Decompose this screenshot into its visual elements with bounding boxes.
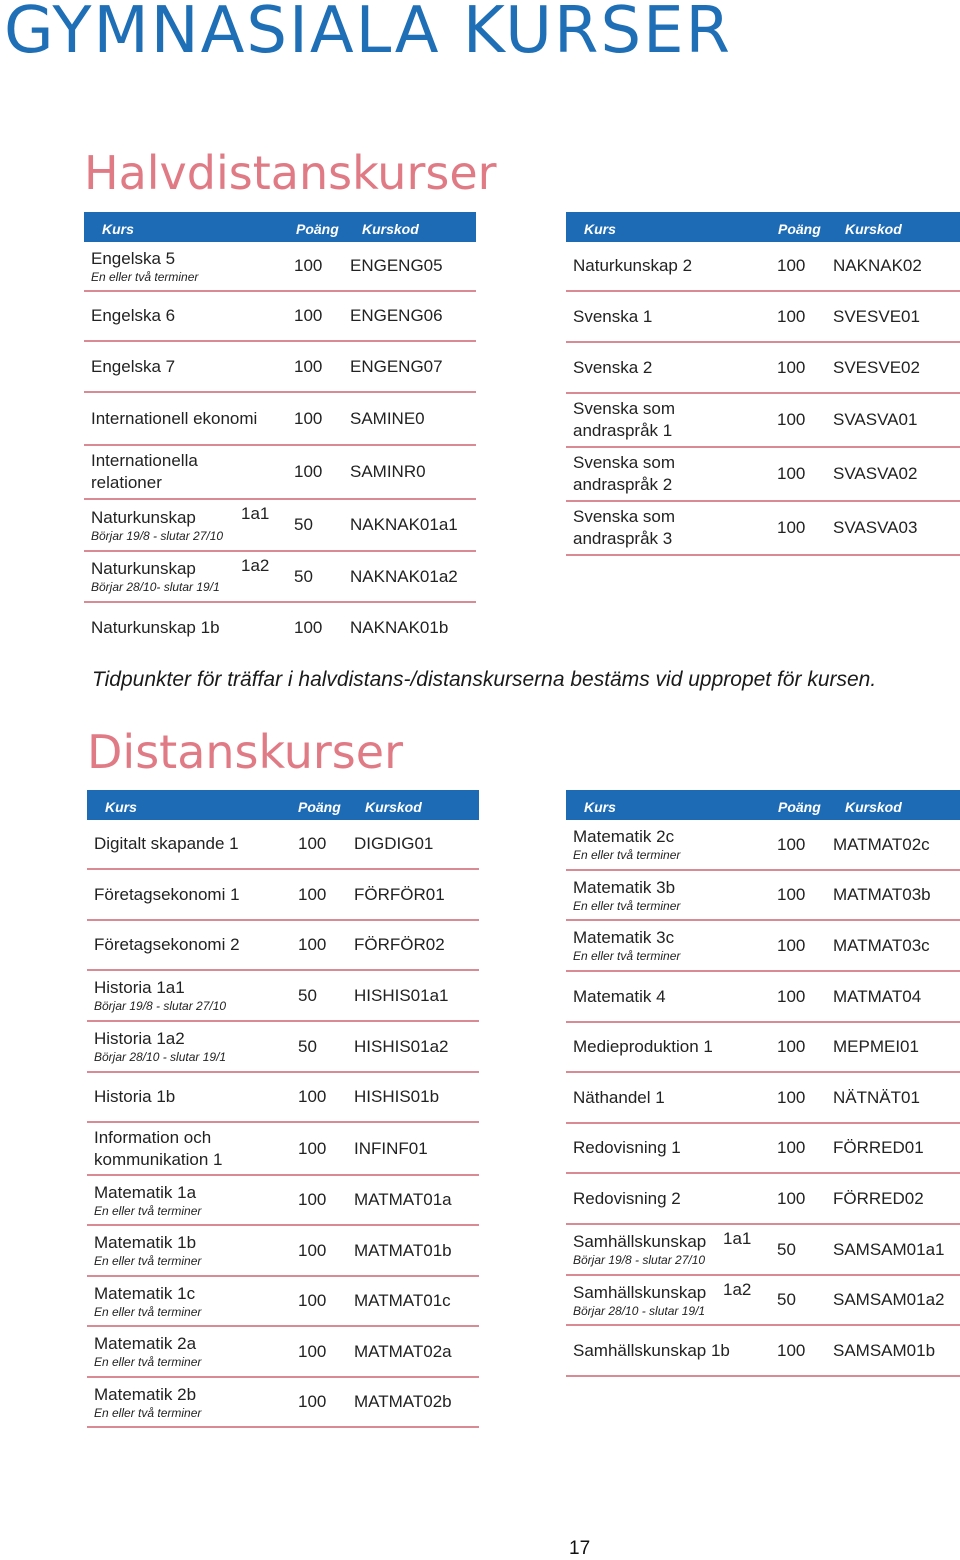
halfdistance-section-title: Halvdistanskurser bbox=[84, 146, 497, 200]
course-name: Företagsekonomi 2 bbox=[94, 935, 240, 954]
table-row bbox=[87, 1022, 479, 1073]
course-code: MATMAT04 bbox=[833, 986, 922, 1006]
course-points: 100 bbox=[298, 1190, 327, 1209]
course-name: Matematik 1c bbox=[94, 1283, 196, 1303]
course-duration: En eller två terminer bbox=[573, 848, 681, 862]
course-points: 100 bbox=[777, 1138, 806, 1157]
course-name-cell bbox=[94, 971, 226, 1020]
course-name: Matematik 2a bbox=[94, 1334, 197, 1353]
table-row bbox=[566, 242, 960, 292]
course-code: MATMAT01c bbox=[354, 1291, 451, 1310]
course-name-cell bbox=[573, 921, 680, 970]
course-name-cell bbox=[573, 343, 652, 392]
course-name-cell bbox=[94, 1022, 226, 1071]
course-name-cell bbox=[573, 242, 692, 290]
table-header bbox=[84, 212, 476, 242]
table-row bbox=[87, 1073, 479, 1123]
page-title: GYMNASIALA KURSER bbox=[4, 0, 732, 68]
course-code: MATMAT02a bbox=[354, 1341, 452, 1361]
course-name: Engelska 7 bbox=[91, 356, 176, 376]
course-points: 100 bbox=[777, 1188, 806, 1208]
course-name-cell bbox=[94, 1123, 244, 1174]
course-code: SAMSAM01b bbox=[833, 1340, 936, 1360]
distance-table-right bbox=[566, 790, 960, 1377]
course-duration: Börjar 28/10 - slutar 19/1 bbox=[94, 1050, 227, 1064]
course-name-cell bbox=[91, 393, 257, 444]
course-code: HISHIS01b bbox=[354, 1087, 440, 1106]
table-row bbox=[566, 1124, 960, 1174]
course-duration: En eller två terminer bbox=[94, 1254, 202, 1268]
course-name: Naturkunskap 2 bbox=[573, 256, 693, 275]
table-row bbox=[566, 448, 960, 502]
course-points: 50 bbox=[777, 1239, 796, 1259]
course-name: Matematik 3b bbox=[573, 877, 676, 897]
course-points: 50 bbox=[298, 985, 317, 1005]
table-row bbox=[566, 1276, 960, 1326]
table-row bbox=[566, 1023, 960, 1073]
course-points: 100 bbox=[294, 356, 323, 376]
course-points: 100 bbox=[777, 935, 806, 955]
course-points: 100 bbox=[298, 1291, 327, 1310]
table-header bbox=[87, 790, 479, 820]
course-name: Internationella relationer bbox=[91, 451, 198, 492]
table-row bbox=[87, 1327, 479, 1378]
course-points: 100 bbox=[298, 1087, 327, 1106]
course-duration: En eller två terminer bbox=[573, 898, 681, 913]
course-code: SAMSAM01a1 bbox=[833, 1239, 945, 1259]
table-row bbox=[87, 971, 479, 1022]
course-code: SAMINE0 bbox=[350, 408, 425, 428]
course-duration: Börjar 19/8 - slutar 27/10 bbox=[94, 999, 227, 1013]
course-name-cell bbox=[573, 972, 666, 1021]
course-level: 1a1 bbox=[241, 504, 270, 523]
course-name-cell bbox=[94, 1226, 201, 1275]
course-name-cell bbox=[573, 1124, 681, 1172]
course-name: Engelska 6 bbox=[91, 306, 176, 325]
table-row bbox=[566, 1073, 960, 1124]
course-name-cell bbox=[91, 500, 223, 550]
course-points: 100 bbox=[298, 1392, 327, 1411]
course-name-cell bbox=[573, 871, 680, 919]
course-name-cell bbox=[573, 1023, 713, 1071]
header-course: Kurs bbox=[105, 799, 137, 815]
course-duration: En eller två terminer bbox=[94, 1304, 202, 1319]
table-row bbox=[566, 921, 960, 972]
course-name: Matematik 3c bbox=[573, 928, 675, 947]
course-name: Naturkunskap bbox=[91, 559, 196, 578]
course-name: Samhällskunskap bbox=[573, 1232, 707, 1251]
header-course: Kurs bbox=[584, 799, 616, 815]
table-row bbox=[87, 1226, 479, 1277]
course-name: Historia 1b bbox=[94, 1087, 176, 1106]
course-name-cell bbox=[91, 552, 220, 601]
course-code: ENGENG05 bbox=[350, 256, 443, 275]
course-code: NAKNAK01a1 bbox=[350, 515, 458, 534]
course-points: 100 bbox=[777, 306, 806, 326]
table-row bbox=[84, 242, 476, 292]
meeting-times-note: Tidpunkter för träffar i halvdistans-/distanskurserna bestäms vid uppropet för kursen. bbox=[92, 668, 877, 691]
table-row bbox=[566, 343, 960, 394]
course-code: ENGENG07 bbox=[350, 356, 443, 376]
course-duration: Börjar 28/10- slutar 19/1 bbox=[91, 580, 220, 594]
table-row bbox=[87, 1123, 479, 1176]
course-name: Redovisning 1 bbox=[573, 1138, 681, 1157]
course-duration: En eller två terminer bbox=[91, 269, 199, 284]
halfdistance-table-right bbox=[566, 212, 960, 556]
course-points: 100 bbox=[777, 1037, 806, 1056]
table-row bbox=[566, 871, 960, 921]
course-name-cell bbox=[94, 870, 240, 919]
course-code: SVASVA03 bbox=[833, 518, 918, 537]
table-row bbox=[87, 820, 479, 870]
course-name: Samhällskunskap bbox=[573, 1282, 707, 1302]
course-name: Naturkunskap bbox=[91, 507, 196, 527]
course-code: MATMAT02b bbox=[354, 1392, 452, 1411]
table-header bbox=[566, 212, 960, 242]
header-points: Poäng bbox=[298, 799, 341, 815]
course-code: SVASVA01 bbox=[833, 410, 918, 429]
course-duration: En eller två terminer bbox=[94, 1405, 202, 1420]
table-row bbox=[84, 446, 476, 500]
course-name: Svenska som andraspråk 2 bbox=[573, 453, 676, 494]
course-name: Digitalt skapande 1 bbox=[94, 834, 239, 853]
course-points: 100 bbox=[298, 834, 327, 853]
course-code: MATMAT01a bbox=[354, 1190, 452, 1209]
course-name: Matematik 2b bbox=[94, 1384, 197, 1404]
course-points: 100 bbox=[294, 306, 323, 325]
course-name-cell bbox=[91, 342, 175, 391]
course-code: SAMSAM01a2 bbox=[833, 1290, 945, 1309]
course-name-cell bbox=[94, 1176, 201, 1224]
table-header bbox=[566, 790, 960, 820]
table-row bbox=[566, 1326, 960, 1377]
course-points: 100 bbox=[777, 1087, 806, 1107]
table-row bbox=[87, 1277, 479, 1327]
course-name: Information och kommunikation 1 bbox=[94, 1127, 223, 1169]
course-level: 1a2 bbox=[241, 556, 270, 575]
course-code: SVESVE01 bbox=[833, 306, 920, 326]
course-name: Samhällskunskap 1b bbox=[573, 1340, 730, 1360]
course-points: 100 bbox=[294, 462, 323, 481]
page-number: 17 bbox=[569, 1538, 591, 1559]
table-row bbox=[566, 502, 960, 556]
distance-table-left bbox=[87, 790, 479, 1428]
course-name: Engelska 5 bbox=[91, 248, 176, 268]
course-level: 1a2 bbox=[723, 1280, 752, 1299]
table-row bbox=[566, 972, 960, 1023]
course-name-cell bbox=[94, 1073, 175, 1121]
course-points: 50 bbox=[294, 515, 313, 534]
course-code: HISHIS01a2 bbox=[354, 1036, 449, 1056]
course-points: 100 bbox=[298, 884, 327, 904]
course-points: 50 bbox=[777, 1290, 796, 1309]
course-duration: En eller två terminer bbox=[573, 949, 681, 963]
course-level: 1a1 bbox=[723, 1229, 752, 1248]
course-points: 50 bbox=[298, 1036, 317, 1056]
course-name-cell bbox=[573, 1174, 681, 1223]
course-name: Företagsekonomi 1 bbox=[94, 884, 240, 904]
course-code: FÖRFÖR01 bbox=[354, 884, 445, 904]
course-name-cell bbox=[573, 820, 680, 869]
table-row bbox=[84, 552, 476, 603]
course-points: 100 bbox=[298, 935, 327, 954]
course-name-cell bbox=[91, 446, 241, 498]
course-name-cell bbox=[94, 820, 239, 868]
header-course: Kurs bbox=[102, 221, 134, 237]
header-code: Kurskod bbox=[845, 221, 902, 237]
course-points: 100 bbox=[777, 986, 806, 1006]
course-code: MATMAT03c bbox=[833, 935, 930, 955]
course-code: MATMAT01b bbox=[354, 1240, 452, 1260]
course-points: 100 bbox=[777, 518, 806, 537]
course-code: MATMAT03b bbox=[833, 885, 931, 904]
course-name: Näthandel 1 bbox=[573, 1087, 665, 1107]
course-code: SVESVE02 bbox=[833, 357, 920, 377]
course-name: Medieproduktion 1 bbox=[573, 1037, 713, 1056]
header-course: Kurs bbox=[584, 221, 616, 237]
course-code: NÄTNÄT01 bbox=[833, 1087, 920, 1107]
course-code: INFINF01 bbox=[354, 1138, 428, 1158]
course-name: Historia 1a1 bbox=[94, 978, 185, 997]
course-name-cell bbox=[573, 502, 723, 554]
course-points: 100 bbox=[777, 256, 806, 275]
course-name-cell bbox=[94, 921, 240, 969]
header-points: Poäng bbox=[778, 221, 821, 237]
course-name: Naturkunskap 1b bbox=[91, 617, 220, 637]
course-duration: En eller två terminer bbox=[94, 1355, 202, 1369]
distance-section-title: Distanskurser bbox=[87, 725, 403, 779]
course-code: NAKNAK01b bbox=[350, 617, 449, 637]
table-row bbox=[566, 1174, 960, 1225]
course-code: FÖRRED02 bbox=[833, 1188, 924, 1208]
course-points: 100 bbox=[298, 1138, 327, 1158]
table-row bbox=[566, 1225, 960, 1276]
table-row bbox=[84, 342, 476, 393]
course-name-cell bbox=[91, 242, 198, 290]
course-name-cell bbox=[573, 448, 723, 500]
course-name-cell bbox=[573, 1225, 706, 1274]
course-code: ENGENG06 bbox=[350, 306, 443, 325]
course-name: Matematik 4 bbox=[573, 986, 666, 1006]
course-code: NAKNAK01a2 bbox=[350, 566, 458, 586]
course-points: 100 bbox=[298, 1341, 327, 1361]
course-name-cell bbox=[91, 292, 175, 340]
header-code: Kurskod bbox=[365, 799, 422, 815]
table-row bbox=[84, 500, 476, 552]
table-row bbox=[87, 1176, 479, 1226]
course-name: Internationell ekonomi bbox=[91, 408, 258, 428]
course-points: 100 bbox=[777, 357, 806, 377]
course-code: SAMINR0 bbox=[350, 462, 426, 481]
course-points: 100 bbox=[777, 410, 806, 429]
course-name-cell bbox=[94, 1277, 201, 1325]
course-code: FÖRRED01 bbox=[833, 1138, 924, 1157]
course-code: DIGDIG01 bbox=[354, 834, 434, 853]
course-duration: En eller två terminer bbox=[94, 1203, 202, 1218]
halfdistance-table-left bbox=[84, 212, 476, 652]
header-code: Kurskod bbox=[362, 221, 419, 237]
course-points: 100 bbox=[777, 834, 806, 854]
course-name-cell bbox=[573, 1073, 665, 1122]
course-name-cell bbox=[94, 1327, 201, 1376]
table-row bbox=[566, 820, 960, 871]
course-points: 100 bbox=[294, 256, 323, 275]
table-row bbox=[84, 292, 476, 342]
course-points: 100 bbox=[298, 1240, 327, 1260]
table-row bbox=[84, 603, 476, 652]
course-name-cell bbox=[573, 292, 652, 341]
table-row bbox=[566, 394, 960, 448]
course-points: 50 bbox=[294, 566, 313, 586]
course-name: Svenska som andraspråk 3 bbox=[573, 507, 676, 548]
course-points: 100 bbox=[294, 617, 323, 637]
table-row bbox=[566, 292, 960, 343]
course-code: SVASVA02 bbox=[833, 464, 918, 483]
course-points: 100 bbox=[294, 408, 323, 428]
course-name-cell bbox=[573, 1276, 706, 1324]
course-points: 100 bbox=[777, 885, 806, 904]
course-code: HISHIS01a1 bbox=[354, 985, 449, 1005]
header-points: Poäng bbox=[296, 221, 339, 237]
course-name: Redovisning 2 bbox=[573, 1188, 681, 1208]
course-duration: Börjar 19/8 - slutar 27/10 bbox=[573, 1253, 706, 1267]
course-name: Historia 1a2 bbox=[94, 1029, 185, 1048]
course-name-cell bbox=[573, 1326, 730, 1375]
course-name: Matematik 1a bbox=[94, 1182, 197, 1202]
course-code: MEPMEI01 bbox=[833, 1037, 919, 1056]
course-duration: Börjar 19/8 - slutar 27/10 bbox=[91, 528, 224, 543]
course-name: Svenska 1 bbox=[573, 306, 653, 326]
course-name-cell bbox=[91, 603, 220, 652]
course-name: Svenska 2 bbox=[573, 357, 653, 377]
table-row bbox=[87, 1378, 479, 1428]
course-name-cell bbox=[94, 1378, 201, 1426]
table-row bbox=[87, 921, 479, 971]
table-row bbox=[87, 870, 479, 921]
course-code: NAKNAK02 bbox=[833, 256, 922, 275]
header-points: Poäng bbox=[778, 799, 821, 815]
table-row bbox=[84, 393, 476, 446]
header-code: Kurskod bbox=[845, 799, 902, 815]
course-points: 100 bbox=[777, 464, 806, 483]
course-duration: Börjar 28/10 - slutar 19/1 bbox=[573, 1303, 706, 1318]
course-name: Matematik 1b bbox=[94, 1233, 197, 1252]
course-code: FÖRFÖR02 bbox=[354, 935, 445, 954]
course-name-cell bbox=[573, 394, 723, 446]
course-code: MATMAT02c bbox=[833, 834, 930, 854]
course-points: 100 bbox=[777, 1340, 806, 1360]
course-name: Svenska som andraspråk 1 bbox=[573, 399, 676, 440]
course-name: Matematik 2c bbox=[573, 827, 675, 846]
